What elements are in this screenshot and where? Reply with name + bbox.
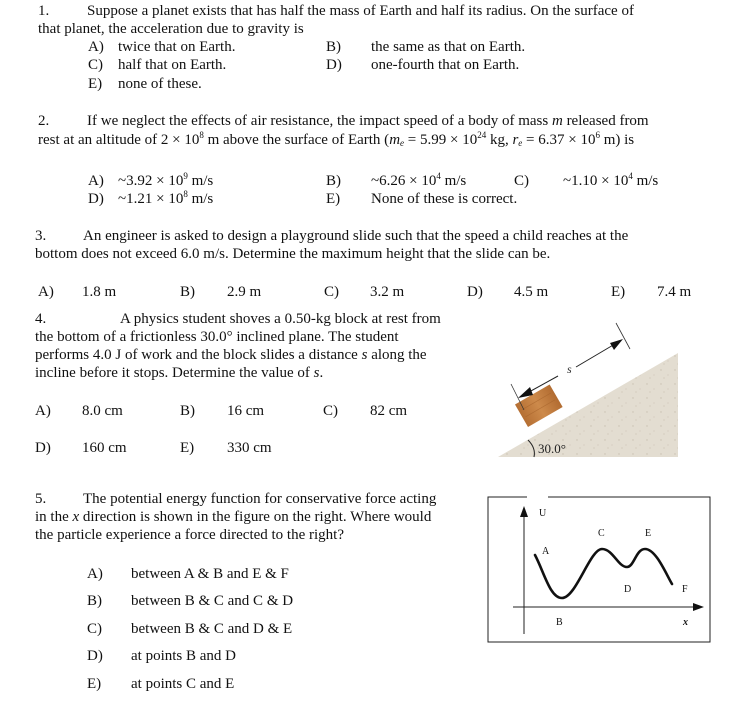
point-label-b: B	[556, 617, 563, 628]
option-letter: C)	[88, 57, 103, 73]
question-stem: the bottom of a frictionless 30.0° inclined plane. The student	[35, 329, 399, 345]
option-text: None of these is correct.	[371, 191, 518, 207]
question-stem: rest at an altitude of $2 \times 10^8$ m above the surface of Earth ($m_e = 5.99 \times 10^{24}$ kg, $r_e = 6.37 \times 10^6$ m) is	[38, 130, 635, 148]
option-letter: B)	[87, 593, 102, 609]
option-letter: A)	[87, 566, 103, 582]
option-text: 2.9 m	[227, 284, 262, 300]
option-text: the same as that on Earth.	[371, 39, 526, 55]
option-letter: D)	[87, 648, 103, 664]
option-letter: A)	[88, 39, 104, 55]
option-text: between B & C and D & E	[131, 621, 293, 637]
option-letter: A)	[38, 284, 54, 300]
option-letter: E)	[88, 76, 103, 92]
question-number: 1.	[38, 3, 50, 19]
option-letter: C)	[323, 403, 338, 419]
option-text: 82 cm	[370, 403, 408, 419]
option-letter: E)	[326, 191, 341, 207]
incline-diagram	[490, 310, 734, 470]
question-stem: An engineer is asked to design a playground slide such that the speed a child reaches at the	[83, 228, 629, 244]
option-text: one-fourth that on Earth.	[371, 57, 520, 73]
question-stem: The potential energy function for conservative force acting	[83, 491, 437, 507]
option-text: 7.4 m	[657, 284, 692, 300]
question-stem: that planet, the acceleration due to gravity is	[38, 21, 304, 37]
option-letter: B)	[326, 173, 341, 189]
option-text: between B & C and C & D	[131, 593, 294, 609]
option-text: ~1.21 × $10^8$ m/s	[118, 189, 214, 207]
angle-label: 30.0°	[538, 441, 566, 456]
option-text: 160 cm	[82, 440, 127, 456]
option-text: 3.2 m	[370, 284, 405, 300]
option-text: ~1.10 × $10^4$ m/s	[563, 171, 659, 189]
y-axis-arrow-icon	[520, 506, 528, 517]
option-text: at points C and E	[131, 676, 235, 692]
x-axis-label: x	[683, 617, 688, 628]
point-label-d: D	[624, 584, 632, 595]
point-label-e: E	[645, 528, 652, 539]
option-text: twice that on Earth.	[118, 39, 236, 55]
y-axis-label: U	[539, 508, 547, 519]
option-letter: C)	[324, 284, 339, 300]
question-stem: Suppose a planet exists that has half the mass of Earth and half its radius. On the surface of	[87, 3, 634, 19]
option-letter: E)	[87, 676, 102, 692]
potential-curve	[535, 549, 672, 598]
question-stem: bottom does not exceed 6.0 m/s. Determine the maximum height that the slide can be.	[35, 246, 551, 262]
option-text: between A & B and E & F	[131, 566, 289, 582]
option-letter: D)	[467, 284, 483, 300]
question-stem: performs 4.0 J of work and the block slides a distance s along the	[35, 347, 427, 363]
question-number: 4.	[35, 311, 47, 327]
option-letter: D)	[88, 191, 104, 207]
potential-energy-graph	[486, 492, 716, 647]
question-stem: A physics student shoves a 0.50-kg block at rest from	[120, 311, 441, 327]
question-stem: the particle experience a force directed to the right?	[35, 527, 344, 543]
option-letter: A)	[35, 403, 51, 419]
option-text: half that on Earth.	[118, 57, 227, 73]
option-letter: A)	[88, 173, 104, 189]
option-text: none of these.	[118, 76, 202, 92]
option-text: 330 cm	[227, 440, 272, 456]
point-label-f: F	[682, 584, 688, 595]
potential-energy-figure	[486, 492, 716, 647]
option-letter: E)	[180, 440, 195, 456]
option-letter: C)	[514, 173, 529, 189]
option-letter: D)	[35, 440, 51, 456]
question-number: 2.	[38, 113, 50, 129]
question-number: 5.	[35, 491, 47, 507]
option-letter: E)	[611, 284, 626, 300]
option-text: 16 cm	[227, 403, 265, 419]
option-letter: B)	[326, 39, 341, 55]
option-text: at points B and D	[131, 648, 236, 664]
question-stem: incline before it stops. Determine the value of s.	[35, 365, 324, 381]
option-text: ~6.26 × $10^4$ m/s	[371, 171, 467, 189]
point-label-c: C	[598, 528, 605, 539]
option-letter: D)	[326, 57, 342, 73]
option-text: 4.5 m	[514, 284, 549, 300]
option-letter: B)	[180, 284, 195, 300]
question-number: 3.	[35, 228, 47, 244]
question-stem: in the x direction is shown in the figure on the right. Where would	[35, 509, 432, 525]
x-axis-arrow-icon	[693, 603, 704, 611]
distance-label: s	[567, 362, 572, 376]
arrow-head-right-icon	[610, 339, 623, 350]
point-label-a: A	[542, 546, 550, 557]
option-text: ~3.92 × $10^9$ m/s	[118, 171, 214, 189]
option-text: 1.8 m	[82, 284, 117, 300]
incline-figure	[490, 310, 734, 470]
option-letter: C)	[87, 621, 102, 637]
option-text: 8.0 cm	[82, 403, 123, 419]
option-letter: B)	[180, 403, 195, 419]
question-stem: If we neglect the effects of air resistance, the impact speed of a body of mass m released from	[87, 113, 649, 129]
